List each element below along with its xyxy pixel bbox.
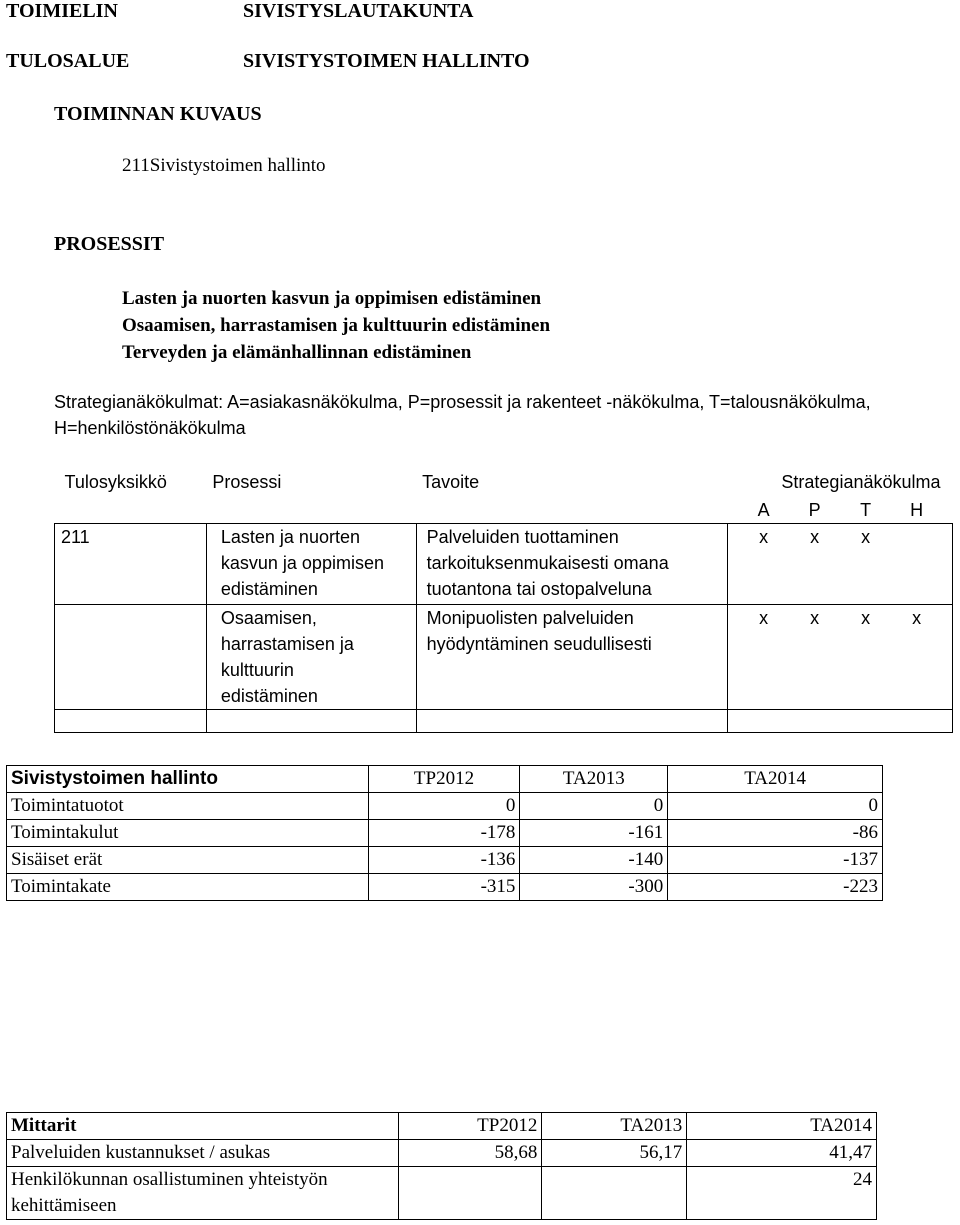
process-table [54, 466, 953, 733]
cell-value: -137 [668, 847, 883, 874]
process-line: edistäminen [220, 579, 318, 599]
process-line: harrastamisen ja [220, 634, 354, 654]
table-row [7, 1167, 877, 1220]
cell-value: 41,47 [687, 1140, 877, 1167]
table-row [7, 820, 883, 847]
finance-table [6, 765, 883, 901]
cell-value: 0 [368, 793, 520, 820]
row-label: Palveluiden kustannukset / asukas [7, 1140, 399, 1167]
column-header: TA2013 [520, 766, 668, 793]
row-label: Toimintakate [7, 874, 369, 901]
table-row [7, 793, 883, 820]
row-label: Toimintakulut [7, 820, 369, 847]
tulosalue-value: SIVISTYSTOIMEN HALLINTO [243, 50, 530, 72]
strategy-col-h: H [910, 500, 924, 520]
goal-line: tarkoituksenmukaisesti omana [426, 553, 669, 573]
goal-line: hyödyntäminen seudullisesti [426, 634, 652, 654]
process-cell [206, 524, 416, 605]
goal-line: Monipuolisten palveluiden [426, 608, 634, 628]
strategy-note-line-2: H=henkilöstönäkökulma [54, 418, 246, 438]
empty-row [55, 710, 953, 733]
strategy-note-line-1: Strategianäkökulmat: A=asiakasnäkökulma, P=prosessit ja rakenteet -näkökulma, T=talousnäkökulma, [54, 392, 871, 412]
strategy-column-letters [728, 497, 953, 524]
column-header: TP2012 [368, 766, 520, 793]
table-row [7, 1140, 877, 1167]
column-header: TA2014 [687, 1113, 877, 1140]
mark-p: x [810, 527, 820, 547]
cell-value: -161 [520, 820, 668, 847]
strategy-marks [728, 524, 953, 605]
header-process: Prosessi [212, 472, 282, 492]
unit-cell [55, 524, 207, 605]
column-header: TA2013 [542, 1113, 687, 1140]
processes-heading: PROSESSIT [54, 233, 165, 255]
metrics-title: Mittarit [7, 1113, 399, 1140]
goal-line: tuotantona tai ostopalveluna [426, 579, 652, 599]
goal-line: Palveluiden tuottaminen [426, 527, 619, 547]
header-unit: Tulosyksikkö [64, 472, 167, 492]
mark-a: x [759, 527, 769, 547]
unit-name: 211Sivistystoimen hallinto [122, 155, 326, 176]
mark-t: x [861, 608, 871, 628]
row-label [7, 1167, 399, 1220]
cell-value: -140 [520, 847, 668, 874]
cell-value [398, 1167, 542, 1220]
cell-value: -300 [520, 874, 668, 901]
header-strategy: Strategianäkökulma [781, 472, 941, 492]
process-line: kasvun ja oppimisen [220, 553, 384, 573]
strategy-col-t: T [860, 500, 872, 520]
process-line: edistäminen [220, 686, 318, 706]
tulosalue-label: TULOSALUE [6, 50, 130, 72]
mark-a: x [759, 608, 769, 628]
toimielin-value: SIVISTYSLAUTAKUNTA [243, 0, 474, 22]
goal-cell [416, 524, 728, 605]
metrics-table [6, 1112, 877, 1220]
cell-value: -223 [668, 874, 883, 901]
row-label: Toimintatuotot [7, 793, 369, 820]
row-label: Sisäiset erät [7, 847, 369, 874]
process-line: Osaamisen, [220, 608, 317, 628]
goal-cell [416, 605, 728, 710]
strategy-col-a: A [757, 500, 770, 520]
header-goal: Tavoite [422, 472, 480, 492]
cell-value: -136 [368, 847, 520, 874]
table-row [7, 874, 883, 901]
cell-value: 58,68 [398, 1140, 542, 1167]
toimielin-label: TOIMIELIN [6, 0, 118, 22]
process-line: Lasten ja nuorten [220, 527, 360, 547]
table-row [7, 847, 883, 874]
row-label-line: kehittämiseen [11, 1195, 117, 1216]
column-header: TA2014 [668, 766, 883, 793]
process-item-2: Osaamisen, harrastamisen ja kulttuurin edistäminen [122, 315, 551, 336]
strategy-col-p: P [808, 500, 821, 520]
strategy-marks [728, 605, 953, 710]
mark-p: x [810, 608, 820, 628]
process-cell [206, 605, 416, 710]
process-line: kulttuurin [220, 660, 294, 680]
cell-value: 0 [520, 793, 668, 820]
process-item-1: Lasten ja nuorten kasvun ja oppimisen edistäminen [122, 288, 542, 309]
table-row [55, 605, 953, 710]
row-label-line: Henkilökunnan osallistuminen yhteistyön [11, 1169, 328, 1190]
cell-value: 24 [687, 1167, 877, 1220]
mark-h: x [912, 608, 922, 628]
column-header: TP2012 [398, 1113, 542, 1140]
toiminnan-kuvaus-heading: TOIMINNAN KUVAUS [54, 103, 262, 125]
process-item-3: Terveyden ja elämänhallinnan edistäminen [122, 342, 472, 363]
table-row [55, 524, 953, 605]
cell-value: 56,17 [542, 1140, 687, 1167]
cell-value [542, 1167, 687, 1220]
mark-t: x [861, 527, 871, 547]
unit-value: 211 [61, 527, 90, 547]
cell-value: -178 [368, 820, 520, 847]
finance-title: Sivistystoimen hallinto [7, 766, 369, 793]
cell-value: -315 [368, 874, 520, 901]
cell-value: 0 [668, 793, 883, 820]
cell-value: -86 [668, 820, 883, 847]
